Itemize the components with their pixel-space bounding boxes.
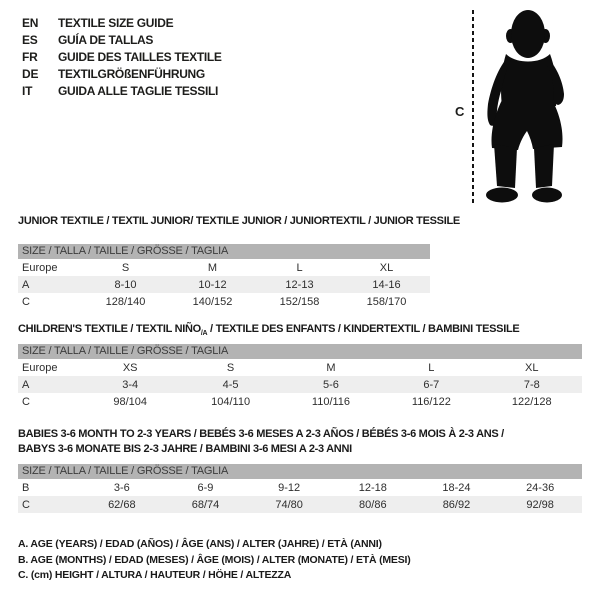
legend-line-a: A. AGE (YEARS) / EDAD (AÑOS) / ÂGE (ANS) / ALTER (JAHRE) / ETÀ (ANNI) [18, 538, 382, 550]
value-cell: 104/110 [211, 395, 251, 408]
title-line-2: BABYS 3-6 MONATE BIS 2-3 JAHRE / BAMBINI 3-6 MESI A 2-3 ANNI [18, 443, 352, 455]
value-cell: 5-6 [323, 378, 339, 391]
table-row-height [18, 293, 430, 310]
lang-row-en [22, 15, 222, 32]
lang-code: DE [22, 67, 39, 81]
children-size-table [18, 359, 582, 410]
value-cell: 7-8 [523, 378, 540, 391]
junior-table-title: JUNIOR TEXTILE / TEXTIL JUNIOR/ TEXTILE JUNIOR / JUNIORTEXTIL / JUNIOR TESSILE [18, 215, 460, 227]
language-title-list [22, 15, 222, 100]
value-cell: 98/104 [113, 395, 148, 408]
size-header-bar: SIZE / TALLA / TAILLE / GRÖSSE / TAGLIA [18, 464, 582, 479]
lang-code: EN [22, 16, 39, 30]
value-cell: 6-7 [423, 378, 440, 391]
value-cell: 128/140 [105, 295, 146, 308]
title-line-1: BABIES 3-6 MONTH TO 2-3 YEARS / BEBÉS 3-6 MESES A 2-3 AÑOS / BÉBÉS 3-6 MOIS À 2-3 ANS / [18, 428, 504, 440]
table-row-height [18, 496, 582, 513]
value-cell: 122/128 [511, 395, 552, 408]
size-cell: S [121, 261, 130, 274]
value-cell: 10-12 [198, 278, 227, 291]
value-cell: 8-10 [114, 278, 137, 291]
value-cell: 14-16 [372, 278, 401, 291]
measurement-legend [18, 537, 411, 584]
size-header-bar: SIZE / TALLA / TAILLE / GRÖSSE / TAGLIA [18, 344, 582, 359]
value-cell: 3-4 [122, 378, 139, 391]
value-cell: 4-5 [222, 378, 239, 391]
lang-row-de [22, 66, 222, 83]
size-cell: L [296, 261, 303, 274]
baby-silhouette-icon [484, 8, 570, 204]
value-cell: 92/98 [526, 498, 554, 511]
value-cell: 24-36 [526, 481, 555, 494]
value-cell: 152/158 [279, 295, 320, 308]
row-label: C [22, 395, 30, 408]
size-cell: XS [122, 361, 138, 374]
value-cell: 6-9 [197, 481, 214, 494]
size-cell: M [326, 361, 336, 374]
babies-size-table [18, 479, 582, 513]
legend-line-c: C. (cm) HEIGHT / ALTURA / HAUTEUR / HÖHE / ALTEZZA [18, 569, 292, 581]
title-text: CHILDREN'S TEXTILE / TEXTIL NIÑO [18, 323, 201, 335]
value-cell: 62/68 [108, 498, 136, 511]
value-cell: 86/92 [442, 498, 471, 511]
table-row-height [18, 393, 582, 410]
babies-table-title [18, 427, 504, 457]
value-cell: 18-24 [442, 481, 471, 494]
row-label: C [22, 498, 30, 511]
row-label: B [22, 481, 30, 494]
height-measure-label: C [455, 104, 465, 119]
lang-title: TEXTILGRÖßENFÜHRUNG [58, 67, 205, 81]
value-cell: 68/74 [191, 498, 220, 511]
lang-title: TEXTILE SIZE GUIDE [58, 16, 174, 30]
row-label: C [22, 295, 30, 308]
lang-code: FR [22, 50, 38, 64]
title-text: / TEXTILE DES ENFANTS / KINDERTEXTIL / BAMBINI TESSILE [207, 323, 520, 335]
lang-code: ES [22, 33, 38, 47]
row-label: A [22, 278, 30, 291]
table-row-europe [18, 259, 430, 276]
legend-line-b: B. AGE (MONTHS) / EDAD (MESES) / ÂGE (MOIS) / ALTER (MONATE) / ETÀ (MESI) [18, 553, 411, 566]
size-cell: XL [525, 361, 539, 374]
size-header-bar: SIZE / TALLA / TAILLE / GRÖSSE / TAGLIA [18, 244, 430, 259]
title-subscript: /A [200, 330, 208, 338]
size-cell: M [207, 261, 218, 274]
lang-row-es [22, 32, 222, 49]
lang-title: GUIDE DES TAILLES TEXTILE [58, 50, 222, 64]
table-row-europe [18, 359, 582, 376]
value-cell: 80/86 [359, 498, 387, 511]
height-measure-dashed-line [472, 10, 474, 205]
value-cell: 140/152 [192, 295, 233, 308]
value-cell: 12-18 [358, 481, 387, 494]
size-cell: L [428, 361, 435, 374]
lang-title: GUIDA ALLE TAGLIE TESSILI [58, 84, 219, 98]
junior-size-table [18, 259, 430, 310]
value-cell: 3-6 [113, 481, 130, 494]
value-cell: 74/80 [275, 498, 303, 511]
value-cell: 9-12 [278, 481, 301, 494]
lang-row-it [22, 83, 222, 100]
lang-code: IT [22, 84, 33, 98]
row-label: Europe [22, 361, 58, 374]
row-label: Europe [22, 261, 58, 274]
value-cell: 12-13 [285, 278, 314, 291]
table-row-age [18, 276, 430, 293]
table-row-age [18, 376, 582, 393]
table-row-months [18, 479, 582, 496]
size-cell: S [226, 361, 235, 374]
lang-row-fr [22, 49, 222, 66]
value-cell: 110/116 [311, 395, 351, 408]
children-table-title [18, 322, 519, 341]
value-cell: 116/122 [411, 395, 451, 408]
value-cell: 158/170 [366, 295, 407, 308]
lang-title: GUÍA DE TALLAS [58, 33, 154, 47]
row-label: A [22, 378, 30, 391]
size-cell: XL [379, 261, 394, 274]
